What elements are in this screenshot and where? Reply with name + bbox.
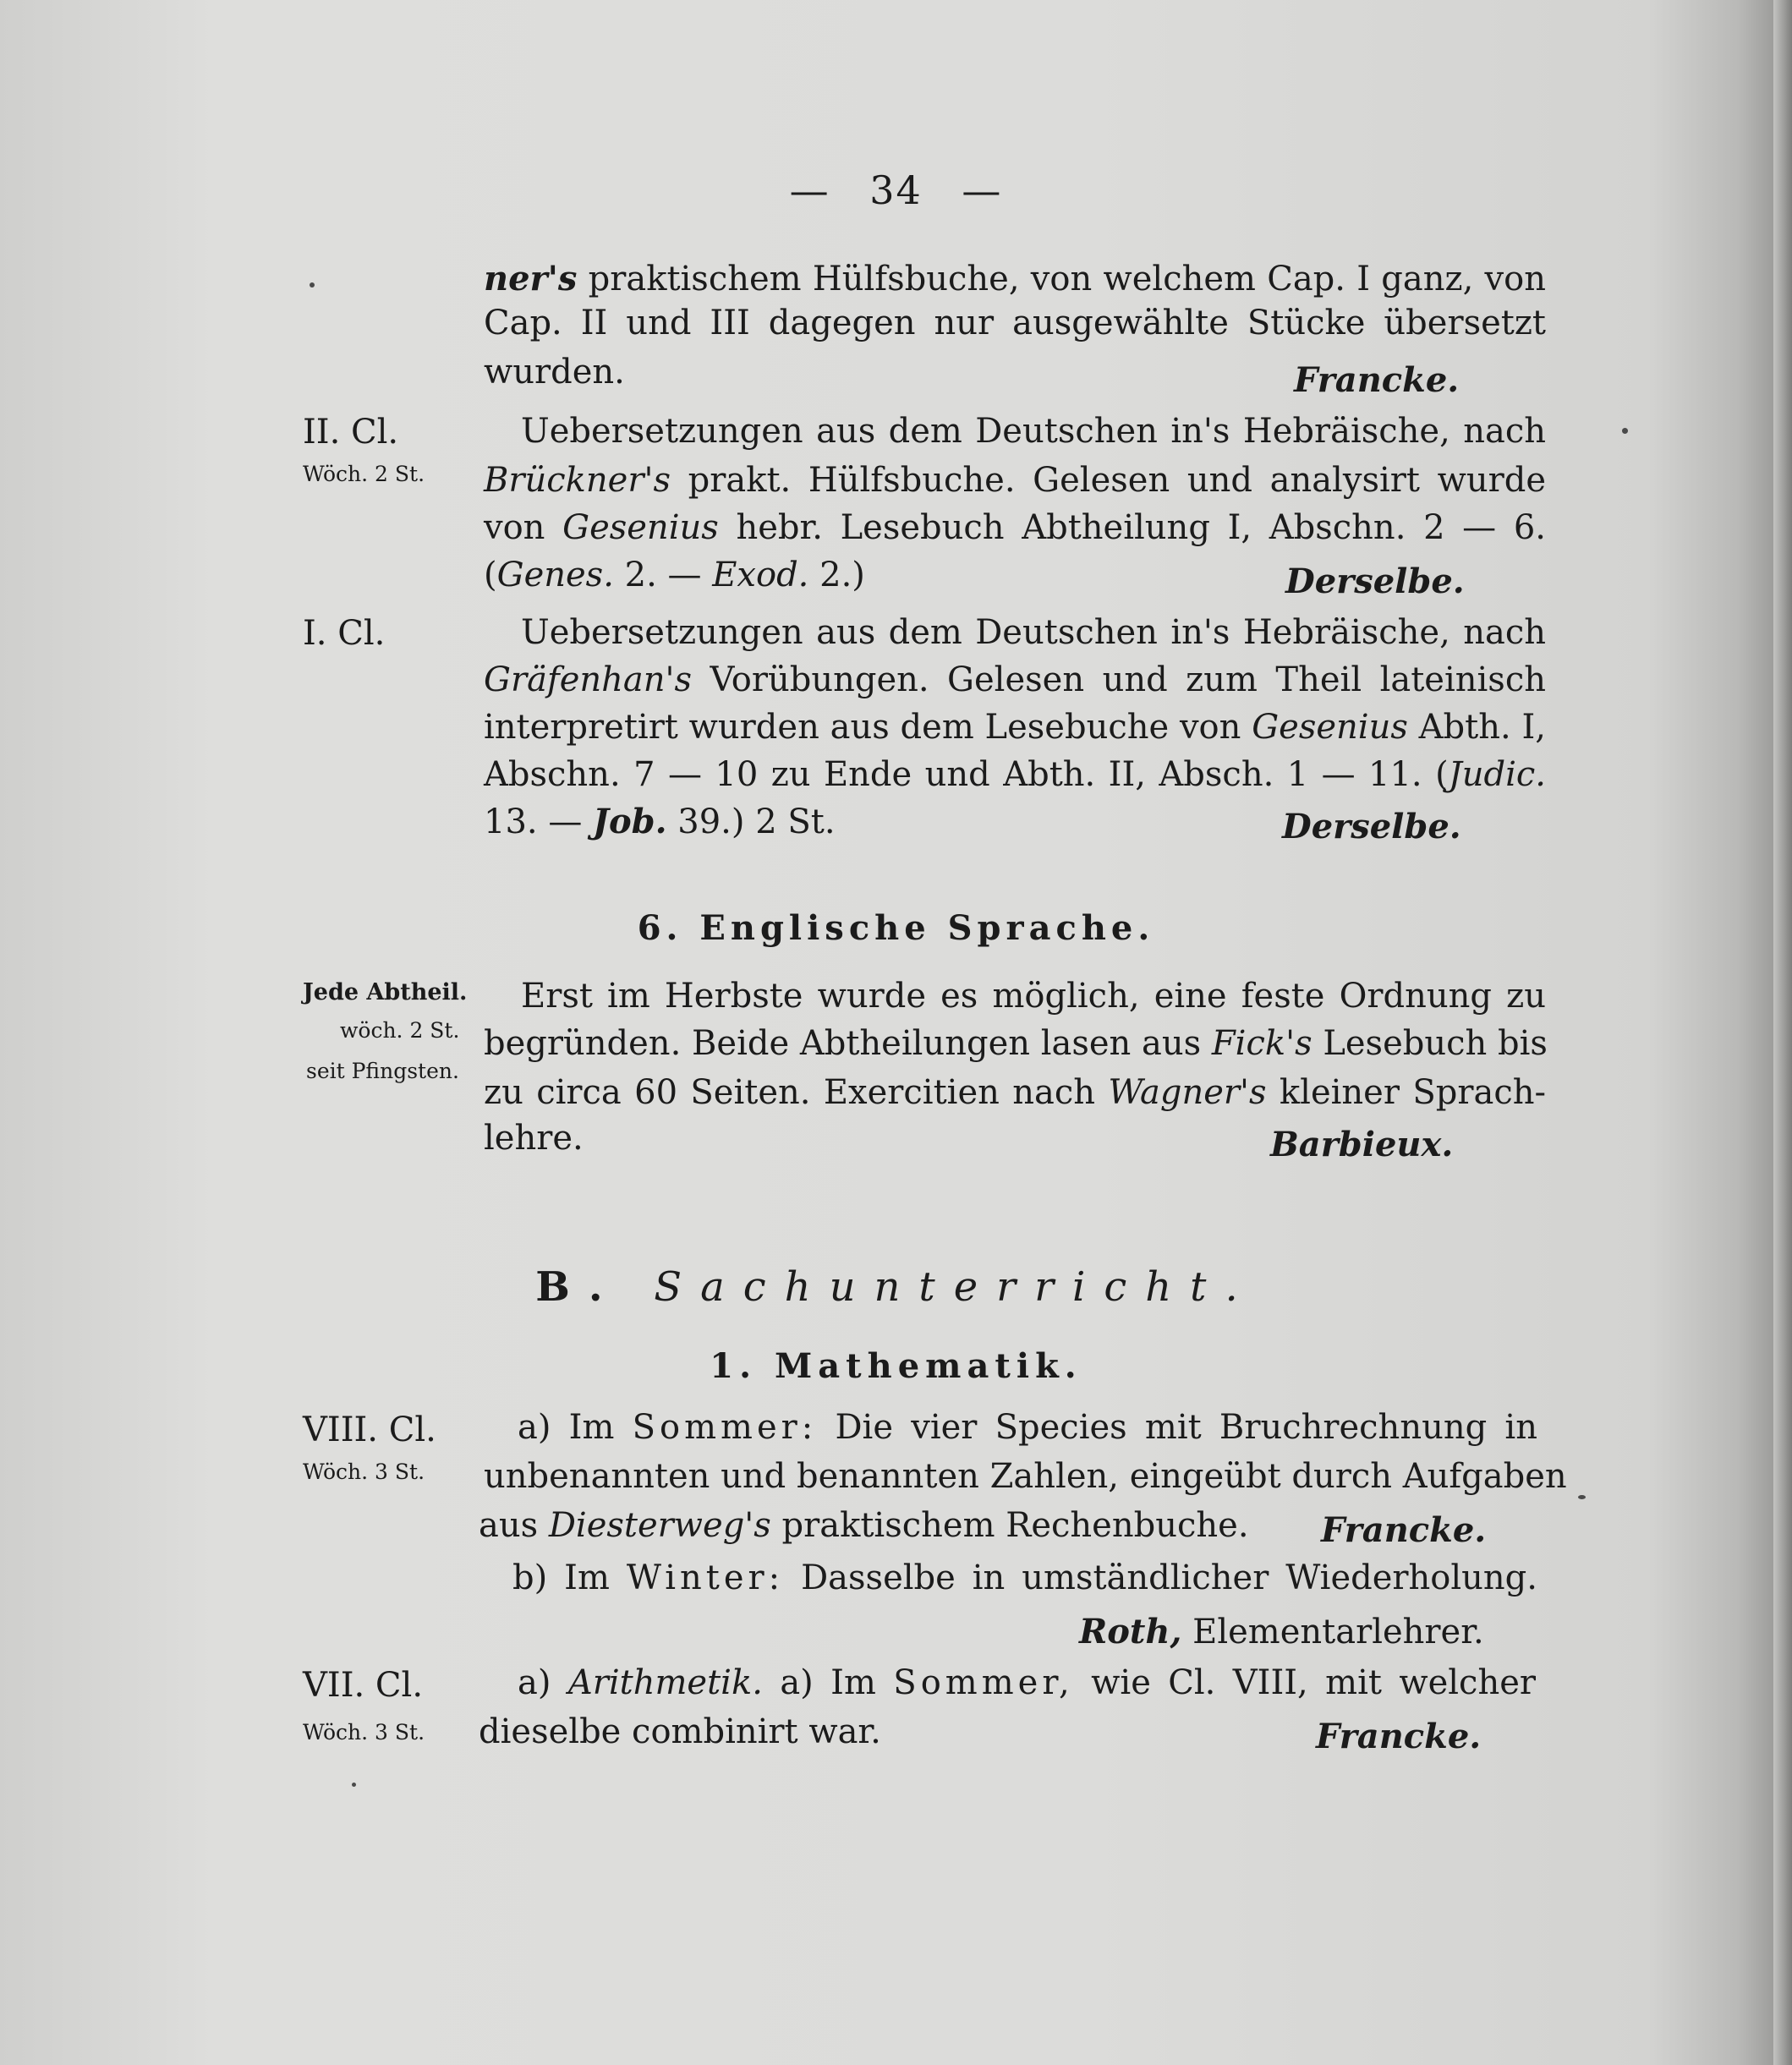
class-II-label: II. Cl. [303,413,399,452]
class-VII-hours: Wöch. 3 St. [303,1720,425,1745]
class-VII-label: VII. Cl. [303,1666,424,1705]
english-heading: 6. Englische Sprache. [637,908,1155,948]
class-VIII-label: VIII. Cl. [303,1410,436,1449]
intro-line-1: ner's praktischem Hülfsbuche, von welchem Cap. I ganz, von [484,259,1546,299]
class-VIII-line-4: b) Im Winter: Dasselbe in umständlicher Wiederholung. [512,1558,1538,1597]
english-label-2: wöch. 2 St. [340,1018,460,1043]
header-dash-left: — [789,167,830,213]
english-line-2: begründen. Beide Abtheilungen lasen aus Fick's Lesebuch bis [484,1024,1548,1063]
page-header [0,167,1792,213]
scan-speck [352,1783,356,1787]
class-I-line-5: 13. — Job. 39.) 2 St. [484,802,836,841]
english-line-4: lehre. [484,1119,584,1158]
intro-line-3: wurden. [484,353,625,392]
mathematik-heading: 1. Mathematik. [710,1346,1082,1386]
class-II-line-3: von Gesenius hebr. Lesebuch Abtheilung I, Abschn. 2 — 6. [484,508,1547,547]
class-VIII-line-3: aus Diesterweg's praktischem Rechenbuche. [479,1506,1249,1545]
class-I-line-3: interpretirt wurden aus dem Lesebuche von Gesenius Abth. I, [484,708,1546,747]
class-VIII-signature-1: Francke. [1321,1510,1487,1550]
english-label-1: Jede Abtheil. [303,979,468,1005]
class-VIII-signature-2: Roth, Elementarlehrer. [1079,1612,1484,1651]
english-signature: Barbieux. [1270,1125,1454,1164]
page-edge-shadow [1773,0,1792,2065]
intro-line-2: Cap. II und III dagegen nur ausgewählte Stücke übersetzt [484,304,1546,342]
english-line-1: Erst im Herbste wurde es möglich, eine feste Ordnung zu [521,977,1546,1016]
scan-speck [310,282,315,288]
intro-signature: Francke. [1294,360,1460,400]
class-II-line-4: (Genes. 2. — Exod. 2.) [484,556,865,594]
page-number: 34 [869,167,923,213]
class-II-hours: Wöch. 2 St. [303,462,425,486]
class-II-line-1: Uebersetzungen aus dem Deutschen in's Hebräische, nach [521,412,1546,451]
header-dash-right: — [962,167,1003,213]
class-I-signature: Derselbe. [1282,807,1461,846]
class-I-line-2: Gräfenhan's Vorübungen. Gelesen und zum Theil lateinisch [484,660,1546,699]
english-line-3: zu circa 60 Seiten. Exercitien nach Wagner's kleiner Sprach- [484,1073,1546,1112]
section-B-heading: B. Sachunterricht. [535,1263,1257,1311]
english-label-3: seit Pfingsten. [306,1059,459,1083]
class-VII-signature: Francke. [1316,1717,1482,1756]
class-VIII-line-1: a) Im Sommer: Die vier Species mit Bruchrechnung in [518,1408,1537,1447]
scan-speck [1578,1495,1586,1499]
class-I-line-1: Uebersetzungen aus dem Deutschen in's Hebräische, nach [521,613,1546,652]
class-VIII-line-2: unbenannten und benannten Zahlen, eingeübt durch Aufgaben [484,1457,1567,1496]
class-I-label: I. Cl. [303,614,386,653]
class-VII-line-2: dieselbe combinirt war. [479,1712,881,1751]
class-I-line-4: Abschn. 7 — 10 zu Ende und Abth. II, Absch. 1 — 11. (Judic. [484,755,1546,794]
class-II-line-2: Brückner's prakt. Hülfsbuche. Gelesen und analysirt wurde [484,461,1546,500]
class-II-signature: Derselbe. [1285,561,1465,601]
class-VII-line-1: a) Arithmetik. a) Im Sommer, wie Cl. VIII, mit welcher [518,1663,1537,1702]
scan-speck [1622,428,1628,434]
class-VIII-hours: Wöch. 3 St. [303,1460,425,1484]
